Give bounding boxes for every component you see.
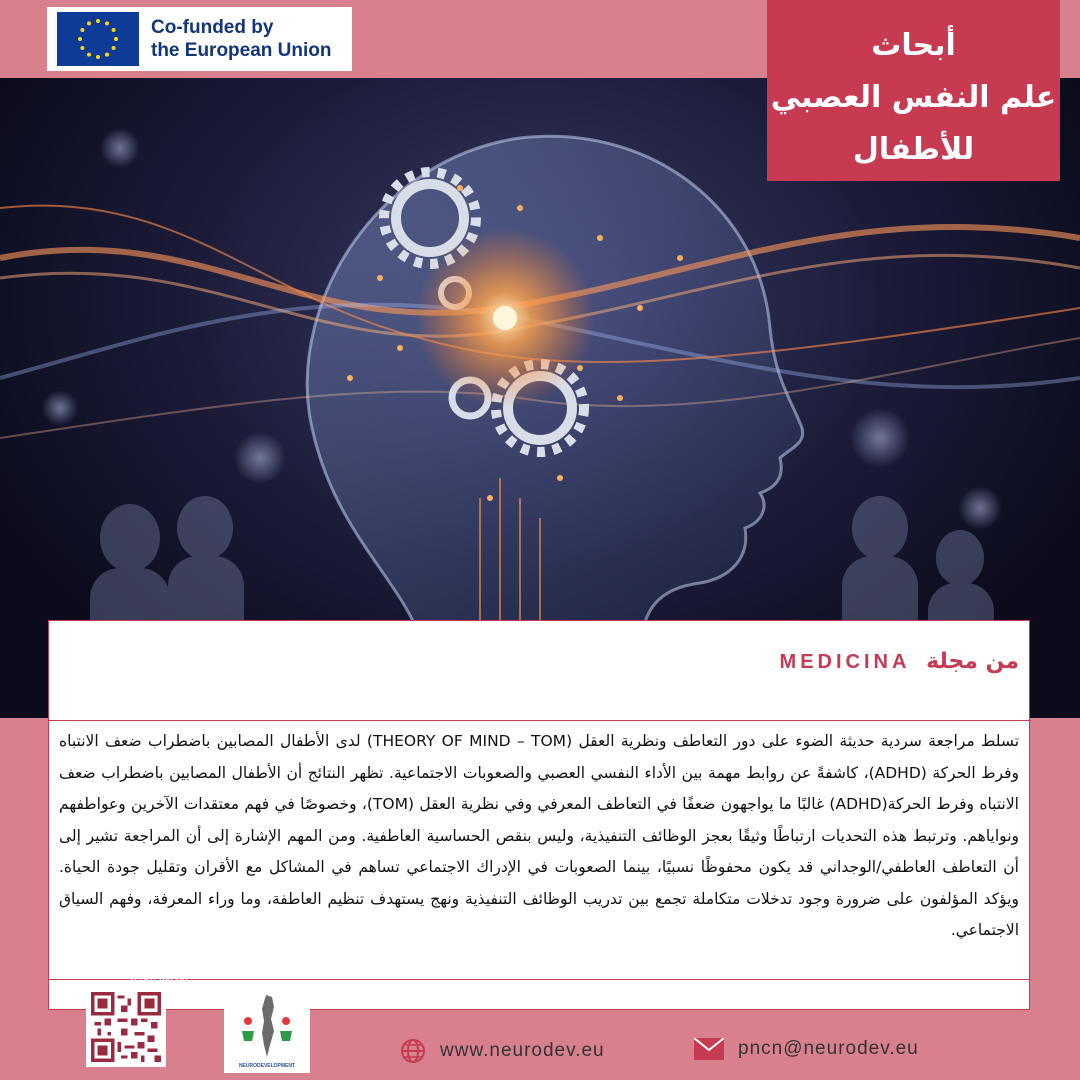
divider: [49, 979, 1031, 980]
eu-line-2: the European Union: [151, 40, 332, 61]
title-line-1: أبحاث: [871, 28, 956, 63]
eu-line-1: Co-funded by: [151, 17, 274, 38]
article-panel: [48, 620, 1030, 1010]
website-contact[interactable]: [400, 1038, 605, 1064]
divider: [49, 720, 1031, 721]
eu-flag-icon: [57, 12, 139, 66]
email-contact[interactable]: [694, 1038, 919, 1060]
qr-code[interactable]: [86, 987, 166, 1067]
page-title: [767, 0, 1060, 181]
globe-icon: [400, 1038, 426, 1064]
read-more-label: لقراءة المزيد: [128, 972, 189, 985]
article-body: تسلط مراجعة سردية حديثة الضوء على دور التعاطف ونظرية العقل (THEORY OF MIND – TOM) لدى الأطفال المصابين باضطراب ضعف الانتباه وفرط الحركة (ADHD)، كاشفةً عن روابط مهمة بين الأداء النفسي العصبي والصعوبات الاجتماعية. تظهر النتائج أن الأطفال المصابين باضطراب ضعف الانتباه وفرط الحركة(ADHD) غالبًا ما يواجهون ضعفًا في التعاطف المعرفي وفي نظرية العقل (TOM)، وخصوصًا في فهم معتقدات الآخرين وعواطفهم ونواياهم. وترتبط هذه التحديات ارتباطًا وثيقًا بعجز الوظائف التنفيذية، وليس بنقص الحساسية العاطفية. ومن المهم الإشارة إلى أن المراجعة تشير إلى أن التعاطف العاطفي/الوجداني قد يكون محفوظًا نسبيًا، بينما الصعوبات في الإدراك الاجتماعي تساهم في المشاكل مع الأقران وتقليل جودة الحياة. ويؤكد المؤلفون على ضرورة وجود تدخلات متكاملة تجمع بين تدريب الوظائف التنفيذية ونهج يستهدف تنظيم العاطفة، وما وراء المعرفة، وفهم السياق الاجتماعي.: [59, 732, 1020, 939]
logo-text: NEURODEVELOPMENT: [238, 1063, 296, 1069]
source-prefix: من مجلة: [926, 649, 1019, 674]
journal-source: [780, 649, 1019, 674]
title-line-2: علم النفس العصبي: [770, 80, 1057, 115]
email-link[interactable]: pncn@neurodev.eu: [738, 1038, 919, 1059]
journal-name: MEDICINA: [779, 651, 911, 673]
title-line-3: للأطفال: [852, 132, 975, 167]
neurodevelopment-logo: [224, 987, 310, 1073]
eu-cofunded-logo: [47, 7, 352, 71]
mail-icon: [694, 1038, 724, 1060]
website-link[interactable]: www.neurodev.eu: [440, 1040, 605, 1061]
